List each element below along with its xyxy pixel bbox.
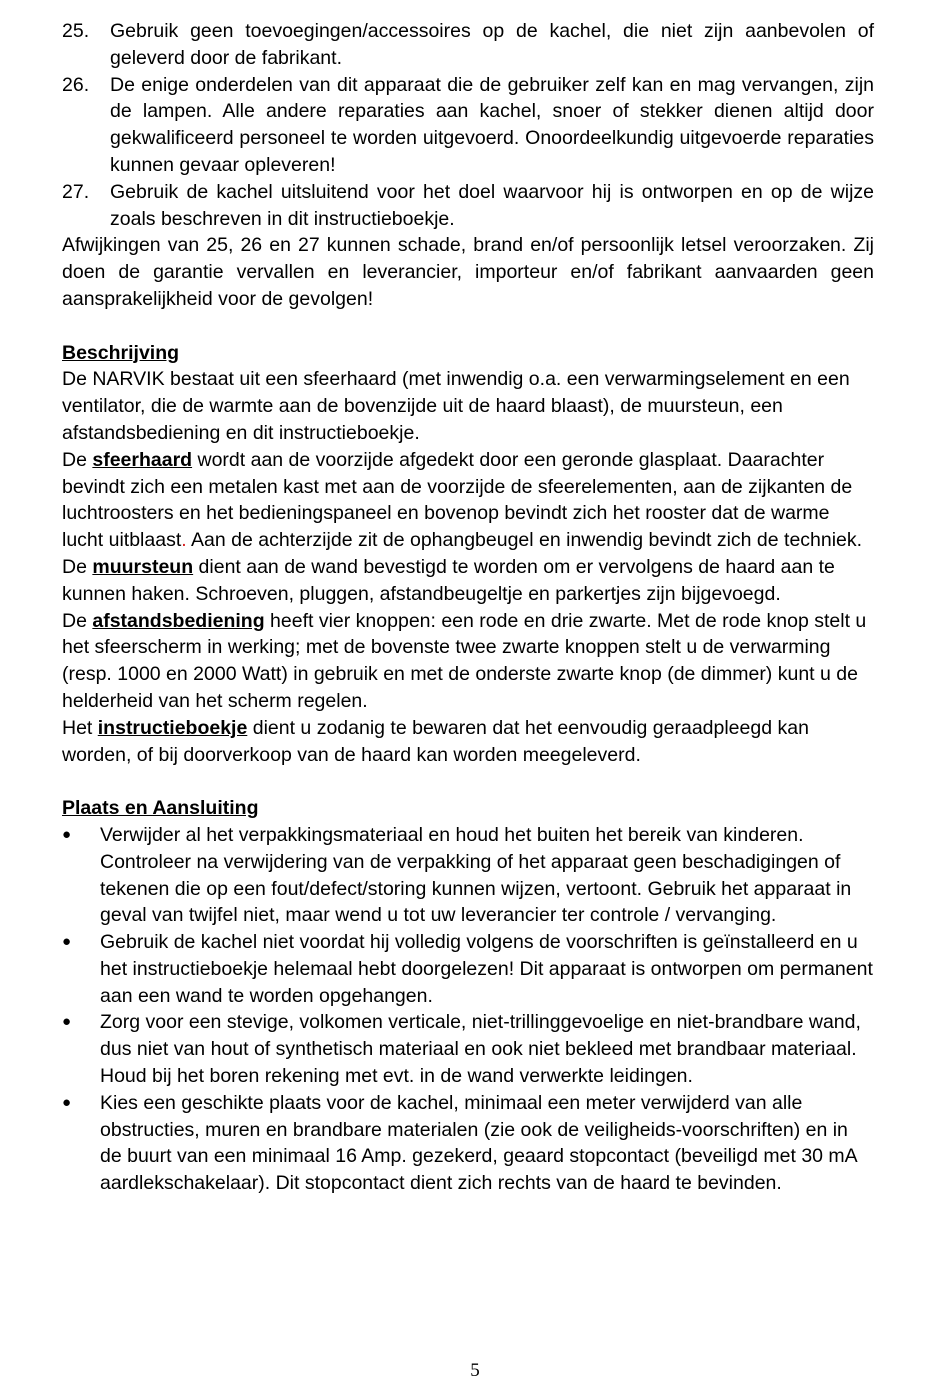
red-period: . [181,529,187,552]
item-number: 25. [62,20,90,42]
document-page [62,18,874,1197]
muursteun-term: muursteun [92,555,194,578]
item-number: 26. [62,73,90,96]
item-text: Gebruik geen toevoegingen/accessoires op de kachel, die niet zijn aanbevolen of geleverd door de fabrikant. [110,20,874,69]
page-number: 5 [470,1360,480,1381]
afstandsbediening-paragraph [62,608,874,715]
sfeerhaard-text: wordt aan de voorzijde afgedekt door een geronde glasplaat. Daarachter bevindt zich een metalen kast met aan de voorzijde de sfeerelementen, aan de zijkanten de luchtroosters en het bedieningspaneel en bovenop bevindt zich het rooster dat de warme lucht uitblaast [62,448,853,552]
bullet-item [62,1090,874,1197]
bullet-item [62,1009,874,1089]
sfeerhaard-term: sfeerhaard [92,448,193,471]
section-heading-plaats: Plaats en Aansluiting [62,797,259,820]
bullet-icon: ● [62,1013,72,1031]
instructieboekje-paragraph [62,715,874,769]
bullet-text: Zorg voor een stevige, volkomen verticale, niet-trillinggevoelige en niet-brandbare wand, dus niet van hout of synthetisch materiaal en ook niet bekleed met brandbaar materiaal. Houd bij het boren rekening met evt. in de wand verwerkte leidingen. [100,1011,861,1088]
beschrijving-intro: De NARVIK bestaat uit een sfeerhaard (met inwendig o.a. een verwarmingselement en een ventilator, die de warmte aan de bovenzijde uit de haard blaast), de muursteun, een afstandsbediening en dit instructieboekje. [62,368,850,444]
bullet-text: Verwijder al het verpakkingsmateriaal en houd het buiten het bereik van kinderen. Controleer na verwijdering van de verpakking of het apparaat geen beschadigingen of tekenen die op een fout/defect/storing kunnen wijzen, vertoont. Gebruik het apparaat in geval van twijfel niet, maar wend u tot uw leverancier ter controle / vervanging. [100,823,852,927]
muursteun-paragraph [62,554,874,608]
muursteun-text: dient aan de wand bevestigd te worden om er vervolgens de haard aan te kunnen haken. Schroeven, pluggen, afstandbeugeltje en parkertjes zijn bijgevoegd. [62,555,835,605]
spacer [62,313,874,340]
spacer [62,768,874,795]
numbered-item-26 [62,72,874,179]
afstandsbediening-prefix: De [62,609,93,632]
bullet-icon: ● [62,933,72,951]
bullet-item [62,822,874,929]
numbered-item-25 [62,18,874,72]
sfeerhaard-text-continued: Aan de achterzijde zit de ophangbeugel en inwendig bevindt zich de techniek. [186,529,863,552]
bullet-item [62,929,874,1009]
muursteun-prefix: De [62,555,93,578]
instructieboekje-text: dient u zodanig te bewaren dat het eenvoudig geraadpleegd kan worden, of bij doorverkoop van de haard kan worden meegeleverd. [62,716,809,766]
instructieboekje-term: instructieboekje [97,716,248,739]
instructieboekje-prefix: Het [62,716,98,739]
item-text: Gebruik de kachel uitsluitend voor het doel waarvoor hij is ontworpen en op de wijze zoals beschreven in dit instructieboekje. [110,180,874,230]
item-number: 27. [62,180,90,203]
bullet-text: Kies een geschikte plaats voor de kachel, minimaal een meter verwijderd van alle obstructies, muren en brandbare materialen (zie ook de veiligheids-voorschriften) en in de buurt van een minimaal 16 Amp. gezekerd, geaard stopcontact (beveiligd met 30 mA aardlekschakelaar). Dit stopcontact dient zich rechts van de haard te bevinden. [100,1091,857,1195]
bullet-icon: ● [62,1093,72,1111]
bullet-icon: ● [62,825,72,843]
sfeerhaard-prefix: De [62,448,93,471]
bullet-text: Gebruik de kachel niet voordat hij volledig volgens de voorschriften is geïnstalleerd en u het instructieboekje helemaal hebt doorgelezen! Dit apparaat is ontworpen om permanent aan een wand te worden opgehangen. [100,931,873,1007]
item-text: De enige onderdelen van dit apparaat die de gebruiker zelf kan en mag vervangen, zijn de lampen. Alle andere reparaties aan kachel, snoer of stekker dienen altijd door gekwalificeerd personeel te worden uitgevoerd. Onoordeelkundig uitgevoerde reparaties kunnen gevaar opleveren! [110,73,874,176]
section-heading-beschrijving: Beschrijving [62,341,180,364]
afstandsbediening-term: afstandsbediening [92,609,265,632]
afstandsbediening-text: heeft vier knoppen: een rode en drie zwarte. Met de rode knop stelt u het sfeerscherm in werking; met de bovenste twee zwarte knoppen stelt u de verwarming (resp. 1000 en 2000 Watt) in gebruik en met de onderste zwarte knop (de dimmer) kunt u de helderheid van het scherm regelen. [62,609,867,712]
numbered-item-27 [62,179,874,233]
warning-paragraph: Afwijkingen van 25, 26 en 27 kunnen schade, brand en/of persoonlijk letsel veroorzaken. Zij doen de garantie vervallen en leverancier, importeur en/of fabrikant aanvaarden geen aansprakelijkheid voor de gevolgen! [62,234,874,310]
sfeerhaard-paragraph [62,447,874,554]
